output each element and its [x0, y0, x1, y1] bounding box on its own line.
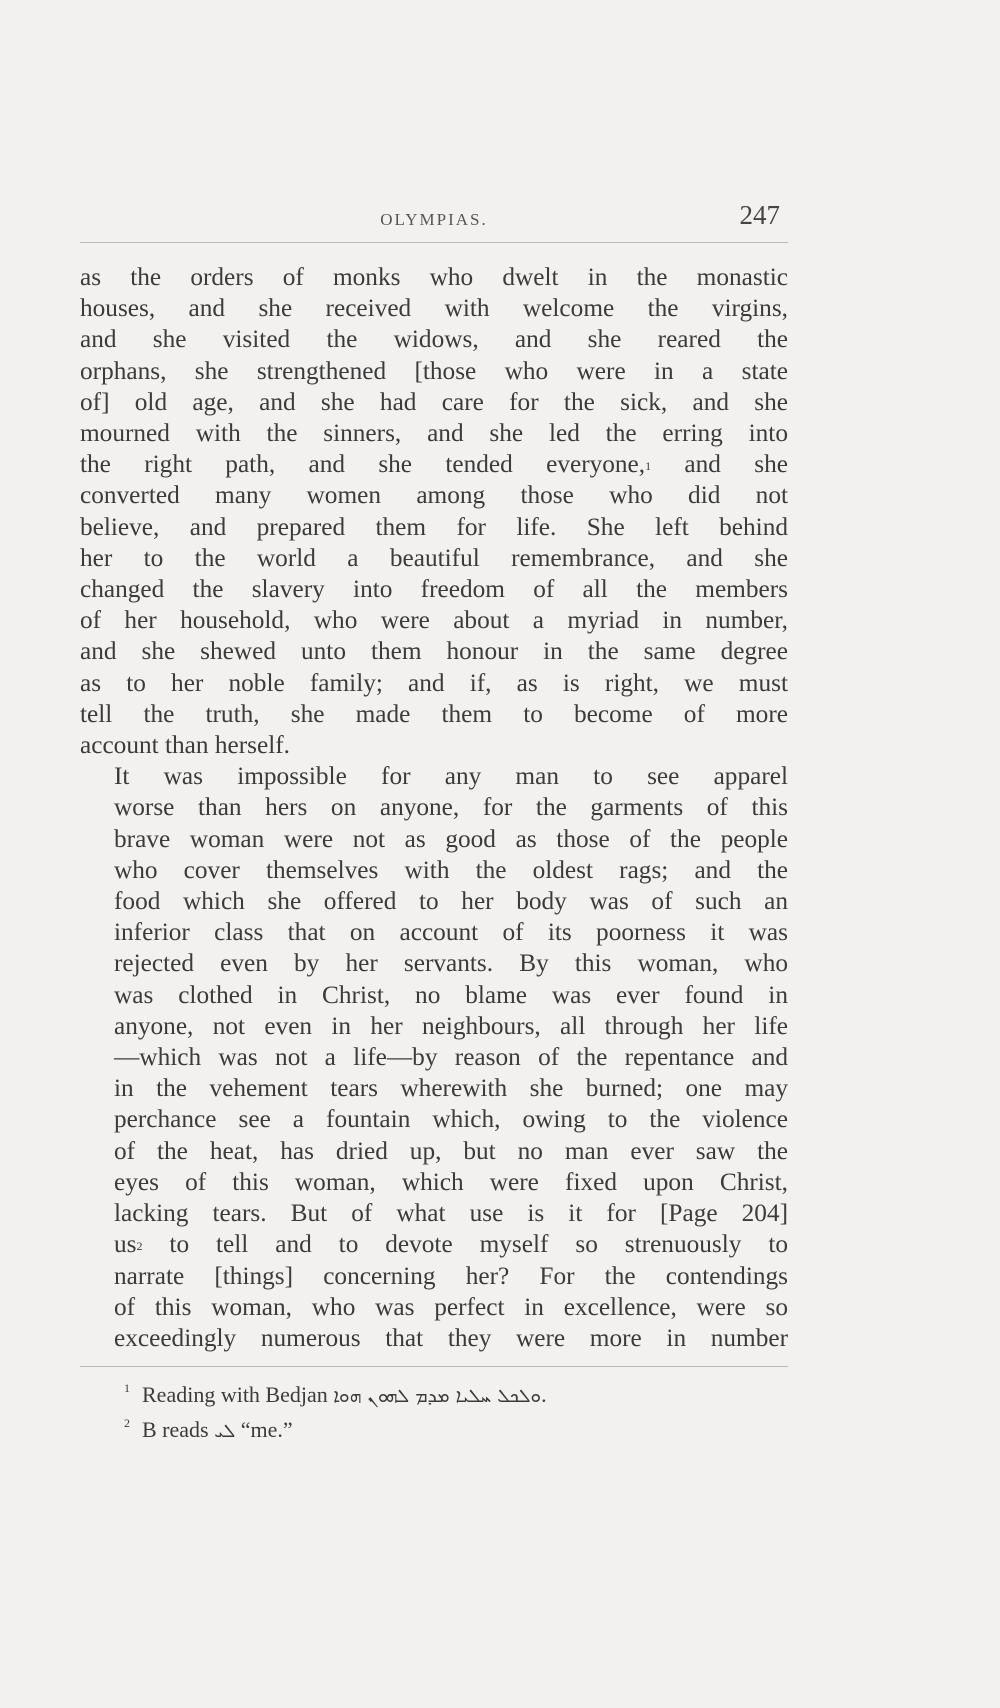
footnotes: [80, 1378, 788, 1448]
text-line: It was impossible for any man to see apparel: [114, 762, 788, 791]
text-line: perchance see a fountain which, owing to the violence: [114, 1105, 788, 1134]
text-line: tell the truth, she made them to become of more: [80, 699, 788, 728]
running-title: OLYMPIAS.: [380, 210, 488, 229]
footnote-end: .: [541, 1382, 547, 1407]
header-rule: [80, 242, 788, 243]
text-line: —which was not a life—by reason of the repentance and: [114, 1043, 788, 1072]
paragraph-2: [80, 761, 788, 1354]
text-line: orphans, she strengthened [those who were in a state: [80, 356, 788, 385]
footnote-mark: 1: [124, 1381, 130, 1395]
text-line: exceedingly numerous that they were more in number: [114, 1323, 788, 1352]
text-line: food which she offered to her body was of such an: [114, 887, 788, 916]
text-line: and she shewed unto them honour in the same degree: [80, 637, 788, 666]
text-line: of this woman, who was perfect in excellence, were so: [114, 1292, 788, 1321]
footnote-ref-2[interactable]: 2: [136, 1239, 143, 1254]
text-line: mourned with the sinners, and she led the erring into: [80, 419, 788, 448]
text-line-with-note: [80, 449, 788, 480]
text-line: who cover themselves with the oldest rags; and the: [114, 855, 788, 884]
text-line: rejected even by her servants. By this woman, who: [114, 949, 788, 978]
text-line-with-note: [80, 1229, 788, 1260]
body-text: [80, 262, 788, 1354]
text-line: narrate [things] concerning her? For the contendings: [114, 1261, 788, 1290]
footnote-ref-1[interactable]: 1: [645, 459, 652, 474]
footnote-text: [142, 1382, 547, 1407]
text-line: believe, and prepared them for life. She left behind: [80, 512, 788, 541]
text-fragment: us: [114, 1230, 137, 1259]
text-line: in the vehement tears wherewith she burned; one may: [114, 1074, 788, 1103]
text-line: inferior class that on account of its poorness it was: [114, 918, 788, 947]
footnote-rule: [80, 1366, 788, 1367]
text-line: as to her noble family; and if, as is right, we must: [80, 668, 788, 697]
text-line: of] old age, and she had care for the sick, and she: [80, 387, 788, 416]
footnote-body: B reads: [142, 1417, 209, 1442]
footnote-text: [142, 1417, 293, 1442]
text-fragment: and she: [651, 450, 788, 479]
text-fragment: to tell and to devote myself so strenuously to: [142, 1230, 788, 1259]
text-line: her to the world a beautiful remembrance, and she: [80, 543, 788, 572]
footnote-mark: 2: [124, 1416, 130, 1430]
text-line: account than herself.: [80, 731, 291, 760]
syriac-text: ܠܝ: [214, 1420, 236, 1442]
text-line: worse than hers on anyone, for the garments of this: [114, 793, 788, 822]
text-line: of the heat, has dried up, but no man ever saw the: [114, 1136, 788, 1165]
footnote-body: Reading with Bedjan: [142, 1382, 328, 1407]
footnote-gloss: “me.”: [240, 1417, 293, 1442]
text-line: brave woman were not as good as those of the people: [114, 824, 788, 853]
text-line: changed the slavery into freedom of all the members: [80, 575, 788, 604]
text-line: and she visited the widows, and she reared the: [80, 325, 788, 354]
text-line: converted many women among those who did not: [80, 481, 788, 510]
text-line: anyone, not even in her neighbours, all through her life: [114, 1011, 788, 1040]
running-head: [80, 200, 788, 240]
text-line: was clothed in Christ, no blame was ever found in: [114, 980, 788, 1009]
text-line: eyes of this woman, which were fixed upon Christ,: [114, 1167, 788, 1196]
page-number: 247: [739, 200, 780, 230]
text-line: houses, and she received with welcome the virgins,: [80, 294, 788, 323]
text-fragment: the right path, and she tended everyone,: [80, 450, 646, 479]
footnote-1: [80, 1378, 788, 1413]
syriac-text: ܘܠܟܠ ܚܠܝܐ ܡܕܡ ܠܗܘܢ ܗܘܐ: [333, 1385, 542, 1407]
paragraph-1: [80, 262, 788, 761]
text-line: as the orders of monks who dwelt in the monastic: [80, 263, 788, 291]
text-line: of her household, who were about a myriad in number,: [80, 606, 788, 635]
text-line: lacking tears. But of what use is it for [Page 204]: [114, 1199, 788, 1228]
footnote-2: [80, 1413, 788, 1448]
